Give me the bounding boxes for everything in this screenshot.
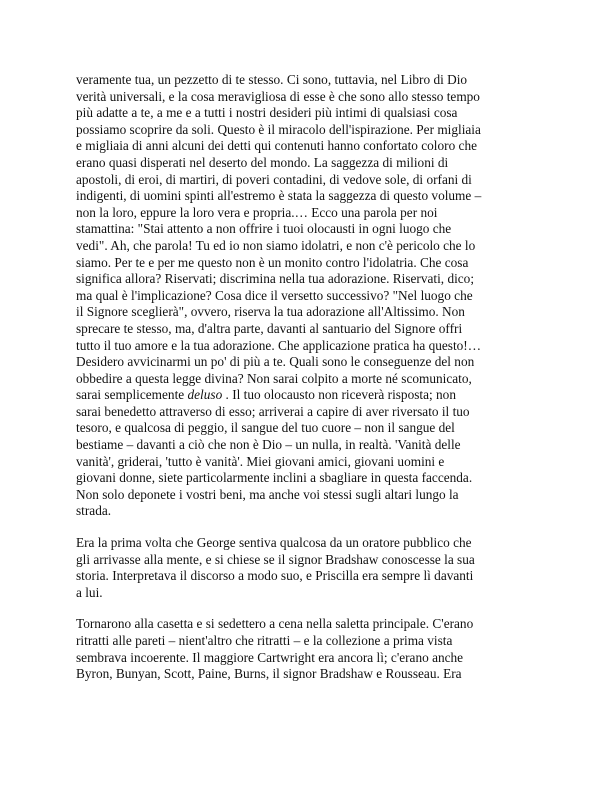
text-line: sarai benedetto attraverso di esso; arriverai a capire di aver riversato il tuo xyxy=(76,403,470,419)
text-line: bestiame – davanti a ciò che non è Dio – un nulla, in realtà. 'Vanità delle xyxy=(76,437,461,453)
text-line: strada. xyxy=(76,503,112,519)
text-line: verità universali, e la cosa meravigliosa di esse è che sono allo stesso tempo xyxy=(76,88,480,104)
text-line: gli arrivasse alla mente, e si chiese se il signor Bradshaw conoscesse la sua xyxy=(76,551,475,567)
text-line: storia. Interpretava il discorso a modo suo, e Priscilla era sempre lì davanti xyxy=(76,568,474,584)
paragraph-george xyxy=(76,535,546,601)
text-line: obbedire a questa legge divina? Non sarai colpito a morte né scomunicato, xyxy=(76,370,472,386)
text-line-with-italic xyxy=(76,387,546,404)
text-segment: sarai semplicemente xyxy=(76,387,188,403)
text-line: Tornarono alla casetta e si sedettero a cena nella saletta principale. C'erano xyxy=(76,616,474,632)
paragraph-sermon xyxy=(76,72,546,520)
text-line: tutto il tuo amore e la tua adorazione. Che applicazione pratica ha questo!… xyxy=(76,337,482,353)
text-line: veramente tua, un pezzetto di te stesso. Ci sono, tuttavia, nel Libro di Dio xyxy=(76,72,468,87)
text-line: significa allora? Riservati; discrimina nella tua adorazione. Riservati, dico; xyxy=(76,271,475,287)
text-line: possiamo scoprire da soli. Questo è il miracolo dell'ispirazione. Per migliaia xyxy=(76,121,481,137)
text-line: a lui. xyxy=(76,584,103,600)
text-line: erano quasi disperati nel deserto del mondo. La saggezza di milioni di xyxy=(76,154,449,170)
text-line: Byron, Bunyan, Scott, Paine, Burns, il signor Bradshaw e Rousseau. Era xyxy=(76,666,462,682)
text-line: sprecare te stesso, ma, d'altra parte, davanti al santuario del Signore offri xyxy=(76,320,463,336)
text-line: non la loro, eppure la loro vera e propria.… Ecco una parola per noi xyxy=(76,204,438,220)
text-segment: . Il tuo olocausto non riceverà risposta; non xyxy=(222,387,456,403)
text-line: ritratti alle pareti – nient'altro che ritratti – e la collezione a prima vista xyxy=(76,633,453,648)
text-line: Desidero avvicinarmi un po' di più a te. Quali sono le conseguenze del non xyxy=(76,354,475,370)
text-line: siamo. Per te e per me questo non è un monito contro l'idolatria. Che cosa xyxy=(76,254,469,270)
text-line: vanità', griderai, 'tutto è vanità'. Miei giovani amici, giovani uomini e xyxy=(76,453,445,469)
text-line: più adatte a te, a me e a tutti i nostri desideri più intimi di qualsiasi cosa xyxy=(76,105,458,121)
text-line: giovani donne, siete particolarmente inclini a sbagliare in questa faccenda. xyxy=(76,470,473,486)
text-line: Era la prima volta che George sentiva qualcosa da un oratore pubblico che xyxy=(76,535,472,551)
text-line: indigenti, di uomini spinti all'estremo è stata la saggezza di questo volume – xyxy=(76,188,482,204)
text-line: Non solo deponete i vostri beni, ma anche voi stessi sugli altari lungo la xyxy=(76,486,459,502)
text-line: e migliaia di anni alcuni dei detti qui contenuti hanno confortato coloro che xyxy=(76,138,477,154)
text-line: ma qual è l'implicazione? Cosa dice il versetto successivo? "Nel luogo che xyxy=(76,287,473,303)
text-line: sembrava incoerente. Il maggiore Cartwright era ancora lì; c'erano anche xyxy=(76,649,464,665)
text-line: stamattina: "Stai attento a non offrire i tuoi olocausti in ogni luogo che xyxy=(76,221,452,237)
text-line: il Signore sceglierà", ovvero, riserva la tua adorazione all'Altissimo. Non xyxy=(76,304,465,320)
document-page xyxy=(76,72,546,698)
italic-word: deluso xyxy=(187,387,223,403)
paragraph-cottage xyxy=(76,616,546,682)
text-line: apostoli, di eroi, di martiri, di poveri contadini, di vedove sole, di orfani di xyxy=(76,171,472,187)
text-line: vedi". Ah, che parola! Tu ed io non siamo idolatri, e non c'è pericolo che lo xyxy=(76,237,476,253)
text-line: tesoro, e qualcosa di peggio, il sangue del tuo cuore – non il sangue del xyxy=(76,420,455,436)
